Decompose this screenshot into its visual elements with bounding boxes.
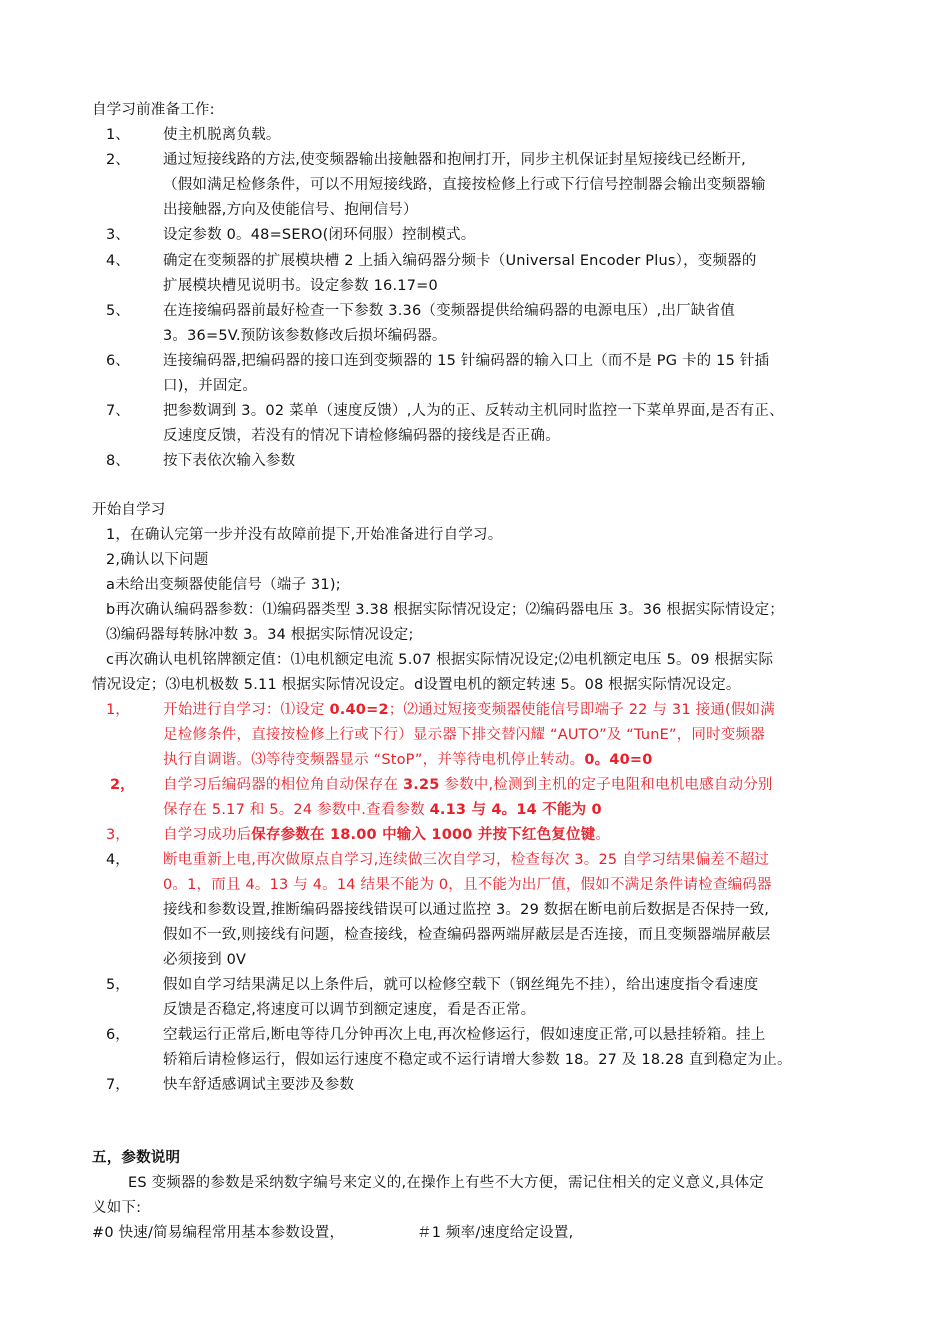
step-num: 6， bbox=[106, 1027, 130, 1043]
start-paragraph: a未给出变频器使能信号（端子 31); bbox=[106, 577, 341, 593]
step-text: 空载运行正常后,断电等待几分钟再次上电,再次检修运行，假如速度正常,可以悬挂轿箱。挂上 bbox=[163, 1027, 766, 1043]
prep-item-text: 通过短接线路的方法,使变频器输出接触器和抱闸打开，同步主机保证封星短接线已经断开, bbox=[163, 152, 746, 168]
step-text-bold: 保存参数在 18.00 中输入 1000 并按下红色复位键 bbox=[251, 827, 596, 843]
prep-item-num: 3、 bbox=[106, 227, 130, 243]
prep-item-text: 出接触器,方向及使能信号、抱闸信号） bbox=[163, 202, 418, 218]
prep-item-text: 反速度反馈，若没有的情况下请检修编码器的接线是否正确。 bbox=[163, 428, 560, 444]
step-text: 反馈是否稳定,将速度可以调节到额定速度，看是否正常。 bbox=[163, 1002, 536, 1018]
step-text-bold: 4.13 与 4。14 不能为 0 bbox=[429, 802, 602, 818]
step-text-part: 保存在 5.17 和 5。24 参数中.查看参数 bbox=[163, 802, 430, 818]
prep-item-num: 7、 bbox=[106, 403, 130, 419]
step-text: 断电重新上电,再次做原点自学习,连续做三次自学习，检查每次 3。25 自学习结果偏差不超过 bbox=[163, 852, 770, 868]
prep-item-num: 8、 bbox=[106, 453, 130, 469]
step-text-bold: 3.25 bbox=[403, 777, 440, 793]
section-heading: 五，参数说明 bbox=[92, 1150, 181, 1166]
start-paragraph: b再次确认编码器参数：⑴编码器类型 3.38 根据实际情况设定；⑵编码器电压 3。36 根据实际情设定； bbox=[106, 602, 784, 618]
step-text: 假如不一致,则接线有问题，检查接线，检查编码器两端屏蔽层是否连接，而且变频器端屏蔽层 bbox=[163, 927, 771, 943]
prep-item-text: 3。36=5V.预防该参数修改后损坏编码器。 bbox=[163, 328, 447, 344]
start-title: 开始自学习 bbox=[92, 502, 166, 518]
step-num: 2， bbox=[110, 777, 135, 793]
section-paragraph: 义如下: bbox=[92, 1200, 142, 1216]
prep-item-num: 2、 bbox=[106, 152, 130, 168]
step-text bbox=[163, 698, 775, 723]
step-text-bold: 0。40=0 bbox=[584, 752, 653, 768]
step-text bbox=[163, 798, 602, 823]
step-text-part: ；⑵通过短接变频器使能信号即端子 22 与 31 接通(假如满 bbox=[388, 702, 775, 718]
prep-item-text: 使主机脱离负载。 bbox=[163, 127, 281, 143]
prep-item-text: 连接编码器,把编码器的接口连到变频器的 15 针编码器的输入口上（而不是 PG 卡的 15 针插 bbox=[163, 353, 770, 369]
start-paragraph: ⑶编码器每转脉冲数 3。34 根据实际情况设定; bbox=[106, 627, 414, 643]
step-text: 轿箱后请检修运行，假如运行速度不稳定或不运行请增大参数 18。27 及 18.28 直到稳定为止。 bbox=[163, 1052, 792, 1068]
step-num: 5， bbox=[106, 977, 130, 993]
step-text bbox=[163, 773, 773, 798]
prep-item-text: 扩展模块槽见说明书。设定参数 16.17=0 bbox=[163, 278, 438, 294]
step-text-part: 。 bbox=[595, 827, 611, 843]
prep-item-text: 把参数调到 3。02 菜单（速度反馈）,人为的正、反转动主机同时监控一下菜单界面,是否有正、 bbox=[163, 403, 784, 419]
step-text: 必须接到 0V bbox=[163, 952, 247, 968]
step-num: 7， bbox=[106, 1077, 130, 1093]
start-paragraph: 情况设定；⑶电机极数 5.11 根据实际情况设定。d设置电机的额定转速 5。08 根据实际情况设定。 bbox=[92, 677, 741, 693]
param-group-1: ＃1 频率/速度给定设置, bbox=[417, 1225, 574, 1241]
step-text: 足检修条件，直接按检修上行或下行）显示器下排交替闪耀 “AUTO”及 “TunE”，同时变频器 bbox=[163, 727, 765, 743]
step-text bbox=[163, 823, 610, 848]
step-text bbox=[163, 748, 653, 773]
prep-item-text: 在连接编码器前最好检查一下参数 3.36（变频器提供给编码器的电源电压）,出厂缺省值 bbox=[163, 303, 735, 319]
step-text: 假如自学习结果满足以上条件后，就可以检修空载下（钢丝绳先不挂），给出速度指令看速度 bbox=[163, 977, 759, 993]
step-text-part: 自学习后编码器的相位角自动保存在 bbox=[163, 777, 404, 793]
prep-title: 自学习前准备工作: bbox=[92, 102, 215, 118]
step-text-part: 参数中,检测到主机的定子电阻和电机电感自动分别 bbox=[439, 777, 773, 793]
prep-item-num: 4、 bbox=[106, 253, 130, 269]
step-num: 4， bbox=[106, 852, 130, 868]
step-text-bold: 0.40=2 bbox=[329, 702, 389, 718]
step-text: 0。1，而且 4。13 与 4。14 结果不能为 0，且不能为出厂值，假如不满足条件请检查编码器 bbox=[163, 877, 772, 893]
prep-item-num: 1、 bbox=[106, 127, 130, 143]
step-text-part: 执行自调谐。⑶等待变频器显示 “StoP”，并等待电机停止转动。 bbox=[163, 752, 585, 768]
prep-item-num: 6、 bbox=[106, 353, 130, 369]
start-paragraph: c再次确认电机铭牌额定值：⑴电机额定电流 5.07 根据实际情况设定;⑵电机额定电压 5。09 根据实际 bbox=[106, 652, 774, 668]
step-text-part: 自学习成功后 bbox=[163, 827, 252, 843]
step-text: 快车舒适感调试主要涉及参数 bbox=[163, 1077, 355, 1093]
param-group-0: #0 快速/简易编程常用基本参数设置， bbox=[92, 1225, 345, 1241]
step-text: 接线和参数设置,推断编码器接线错误可以通过监控 3。29 数据在断电前后数据是否保持一致, bbox=[163, 902, 770, 918]
step-text-part: 开始进行自学习：⑴设定 bbox=[163, 702, 330, 718]
prep-item-text: 按下表依次输入参数 bbox=[163, 453, 296, 469]
prep-item-text: 确定在变频器的扩展模块槽 2 上插入编码器分频卡（Universal Encoder Plus），变频器的 bbox=[163, 253, 757, 269]
step-num: 3， bbox=[106, 827, 130, 843]
prep-item-text: 口)，并固定。 bbox=[163, 378, 258, 394]
start-paragraph: 2,确认以下问题 bbox=[106, 552, 209, 568]
prep-item-num: 5、 bbox=[106, 303, 130, 319]
start-paragraph: 1，在确认完第一步并没有故障前提下,开始准备进行自学习。 bbox=[106, 527, 503, 543]
step-num: 1， bbox=[106, 702, 130, 718]
prep-item-text: 设定参数 0。48=SERO(闭环伺服）控制模式。 bbox=[163, 227, 476, 243]
section-paragraph: ES 变频器的参数是采纳数字编号来定义的,在操作上有些不大方便，需记住相关的定义意义,具体定 bbox=[128, 1175, 764, 1191]
prep-item-text: （假如满足检修条件，可以不用短接线路，直接按检修上行或下行信号控制器会输出变频器输 bbox=[163, 177, 766, 193]
